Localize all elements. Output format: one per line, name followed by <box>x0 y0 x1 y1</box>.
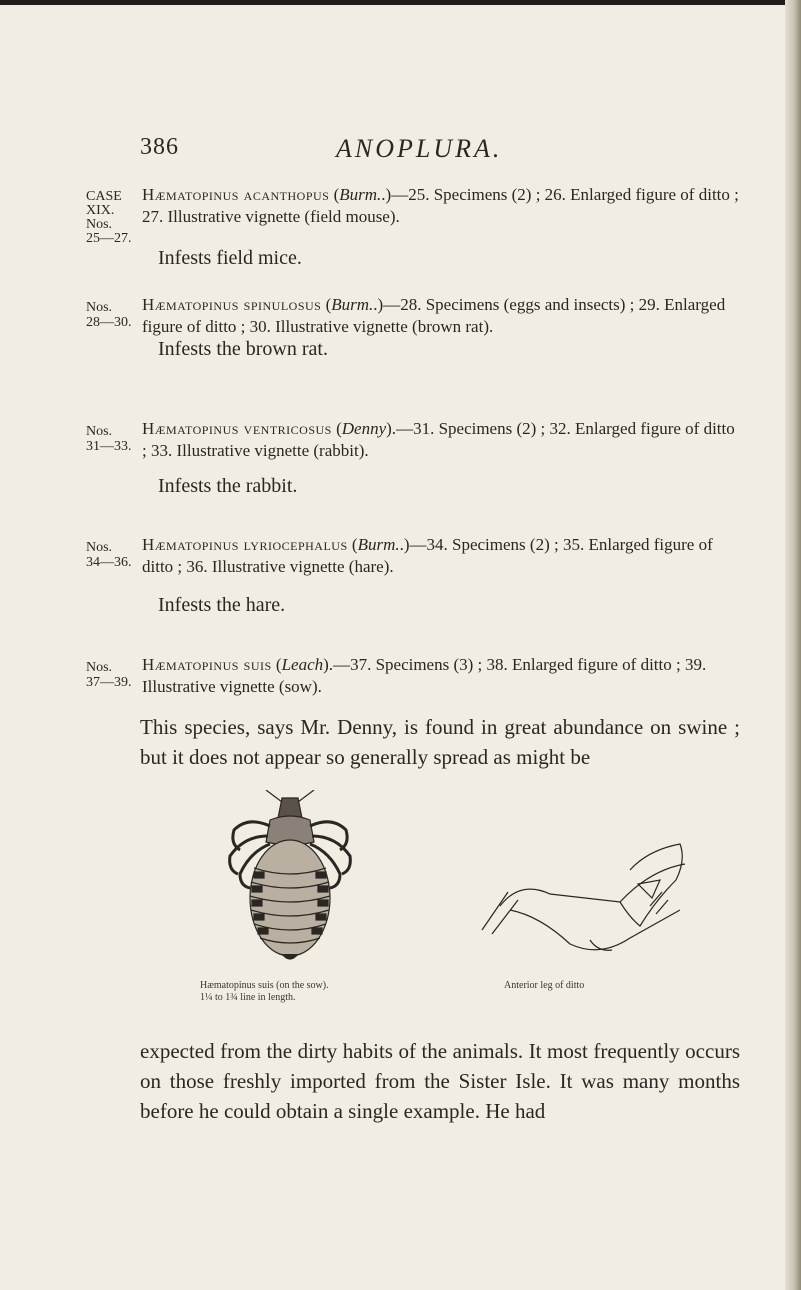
entry-suis: Hæmatopinus suis (Leach).—37. Specimens (3) ; 38. Enlarged figure of ditto ; 39. Illustrative vignette (sow). <box>142 655 707 696</box>
caption-line: Hæmatopinus suis (on the sow). <box>200 980 329 991</box>
page-binding-edge <box>785 0 801 1290</box>
figure-caption-right: Anterior leg of ditto <box>504 980 585 991</box>
margin-note-nos-28-30: Nos. 28—30. <box>86 300 132 330</box>
infests-note: Infests the hare. <box>158 594 286 616</box>
species-authority: Leach <box>281 655 324 674</box>
entry-description: —37. Specimens (3) ; 38. Enlarged figure of ditto ; 39. Illustrative vignette (sow). <box>142 655 707 696</box>
entry-description: —34. Specimens (2) ; 35. Enlarged figure of ditto ; 36. Illustrative vignette (hare). <box>142 535 713 576</box>
entry-ventricosus: Hæmatopinus ventricosus (Denny).—31. Specimens (2) ; 32. Enlarged figure of ditto ; 33. Illustrative vignette (rabbit). <box>142 419 735 460</box>
running-title: ANOPLURA. <box>336 134 503 163</box>
species-name: Hæmatopinus acanthopus <box>142 185 330 204</box>
infests-note: Infests field mice. <box>158 247 302 269</box>
entry-description: —28. Specimens (eggs and insects) ; 29. Enlarged figure of ditto ; 30. Illustrative vignette (brown rat). <box>142 295 726 336</box>
entry-description: —31. Specimens (2) ; 32. Enlarged figure of ditto ; 33. Illustrative vignette (rabbit). <box>142 419 735 460</box>
species-authority: Burm. <box>339 185 382 204</box>
figures-block <box>180 790 740 1040</box>
anterior-leg-figure <box>480 840 690 960</box>
figure-caption-left <box>200 980 329 1004</box>
entry-description: —25. Specimens (2) ; 26. Enlarged figure of ditto ; 27. Illustrative vignette (field mouse). <box>142 185 739 226</box>
species-authority: Denny <box>341 419 387 438</box>
species-name: Hæmatopinus spinulosus <box>142 295 322 314</box>
paragraph-denny: This species, says Mr. Denny, is found in great abundance on swine ; but it does not appear so generally spread as might be <box>140 715 740 769</box>
margin-note-nos-31-33: Nos. 31—33. <box>86 424 132 454</box>
entry-spinulosus: Hæmatopinus spinulosus (Burm..)—28. Specimens (eggs and insects) ; 29. Enlarged figure of ditto ; 30. Illustrative vignette (brown rat). <box>142 295 726 336</box>
species-name: Hæmatopinus suis <box>142 655 272 674</box>
page-header <box>140 134 700 174</box>
species-authority: Burm. <box>331 295 374 314</box>
species-name: Hæmatopinus lyriocephalus <box>142 535 348 554</box>
page-top-edge <box>0 0 801 5</box>
page-number: 386 <box>140 134 179 160</box>
entry-acanthopus: Hæmatopinus acanthopus (Burm..)—25. Specimens (2) ; 26. Enlarged figure of ditto ; 27. Illustrative vignette (field mouse). <box>142 185 739 226</box>
margin-note-nos-37-39: Nos. 37—39. <box>86 660 132 690</box>
margin-note-nos-34-36: Nos. 34—36. <box>86 540 132 570</box>
entry-lyriocephalus: Hæmatopinus lyriocephalus (Burm..)—34. Specimens (2) ; 35. Enlarged figure of ditto ; 36. Illustrative vignette (hare). <box>142 535 713 576</box>
species-authority: Burm. <box>357 535 400 554</box>
caption-line: 1¼ to 1¾ line in length. <box>200 992 296 1003</box>
species-name: Hæmatopinus ventricosus <box>142 419 332 438</box>
infests-note: Infests the rabbit. <box>158 475 298 497</box>
paragraph-continued: expected from the dirty habits of the animals. It most frequently occurs on those freshly imported from the Sister Isle. It was many months before he could obtain a single example. He had <box>140 1039 740 1123</box>
infests-note: Infests the brown rat. <box>158 338 328 360</box>
louse-figure <box>200 790 380 970</box>
margin-note-case-xix: CASE XIX. Nos. 25—27. <box>86 189 132 246</box>
